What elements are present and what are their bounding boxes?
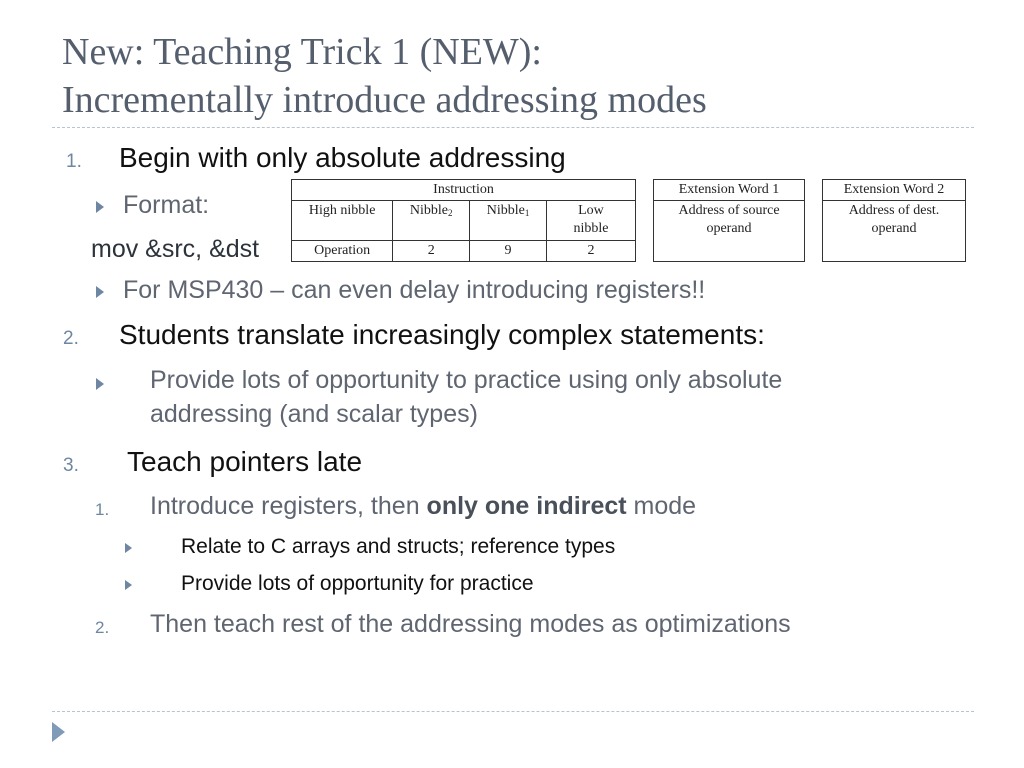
item-3-number: 3. — [63, 455, 79, 476]
extension-word-1-table — [653, 179, 805, 262]
bullet-arrow-icon — [125, 543, 132, 553]
title-divider — [52, 127, 974, 128]
nibble-1-header: Nibble$_1$ — [470, 201, 547, 241]
nibble-2-header: Nibble$_2$ — [393, 201, 470, 241]
extension-word-2-table — [822, 179, 966, 262]
operation-cell: Operation — [292, 241, 393, 262]
instruction-format-table — [291, 179, 636, 262]
item-3-2-text: Then teach rest of the addressing modes as optimizations — [150, 610, 791, 638]
bullet-arrow-icon — [125, 580, 132, 590]
item-1-text: Begin with only absolute addressing — [119, 142, 566, 173]
high-nibble-header: High nibble — [292, 201, 393, 241]
item-3-1-text: Introduce registers, then only one indirect mode — [150, 492, 697, 520]
ext-word-1-header: Extension Word 1 — [654, 180, 805, 201]
mov-instruction: mov &src, &dst — [91, 235, 260, 263]
title-line-2: Incrementally introduce addressing modes — [62, 79, 707, 121]
footer-divider — [52, 711, 974, 712]
low-nibble-value: 2 — [546, 241, 635, 262]
nibble-2-value: 2 — [393, 241, 470, 262]
ext-word-1-body: Address of source operand — [654, 201, 805, 262]
item-2-text: Students translate increasingly complex statements: — [119, 319, 765, 350]
arrays-structs-bullet: Relate to C arrays and structs; reference types — [181, 535, 616, 558]
item-3-2-number: 2. — [95, 618, 110, 637]
nibble-1-value: 9 — [470, 241, 547, 262]
bullet-arrow-icon — [96, 378, 104, 390]
practice-bullet: Provide lots of opportunity for practice — [181, 572, 534, 595]
format-label: Format: — [123, 191, 210, 219]
bullet-arrow-icon — [96, 201, 104, 213]
ext-word-2-body: Address of dest. operand — [823, 201, 966, 262]
bullet-arrow-icon — [96, 286, 104, 298]
msp430-note: For MSP430 – can even delay introducing registers!! — [123, 276, 706, 304]
item-3-1-number: 1. — [95, 500, 110, 519]
item-3-text: Teach pointers late — [127, 446, 363, 477]
slide-arrow-icon — [52, 722, 65, 742]
practice-line-2: addressing (and scalar types) — [150, 400, 478, 428]
low-nibble-header: Low nibble — [546, 201, 635, 241]
ext-word-2-header: Extension Word 2 — [823, 180, 966, 201]
title-line-1: New: Teaching Trick 1 (NEW): — [62, 31, 542, 73]
practice-line-1: Provide lots of opportunity to practice using only absolute — [150, 366, 783, 394]
item-1-number: 1. — [66, 151, 82, 172]
slide-title — [62, 28, 1002, 124]
item-2-number: 2. — [63, 328, 79, 349]
instruction-header: Instruction — [292, 180, 636, 201]
